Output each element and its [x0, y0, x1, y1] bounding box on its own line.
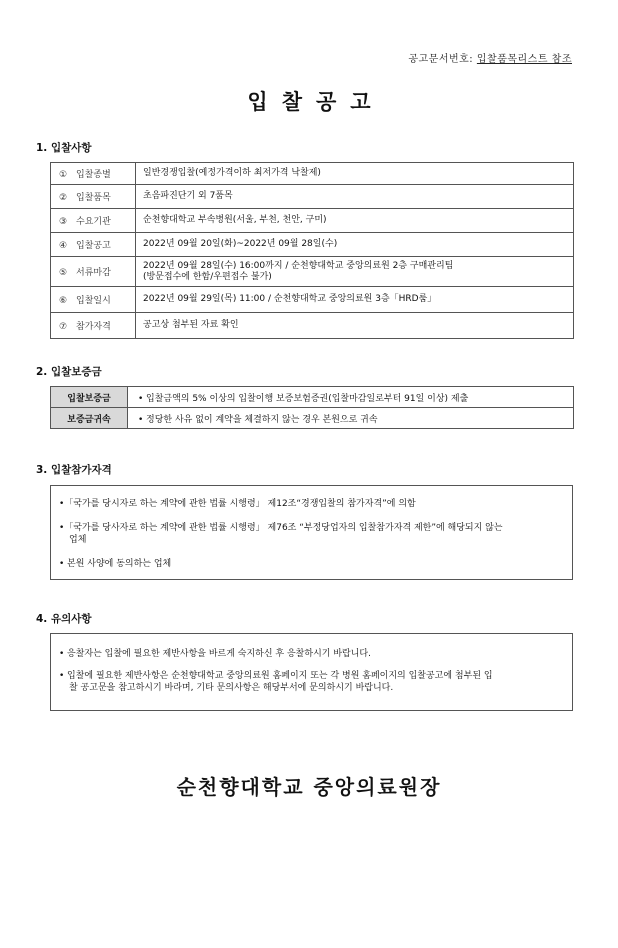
bid-info-table: [50, 162, 574, 339]
row-value: 공고상 첨부된 자료 확인: [136, 313, 574, 339]
section-title-qualifications: 3. 입찰참가자격: [36, 464, 112, 476]
row-key: 보증금귀속: [51, 408, 128, 429]
table-row: [51, 287, 574, 313]
list-item: •「국가를 당시자로 하는 계약에 관한 법률 시행령」 제12조“경쟁입찰의 참가자격”에 의함: [59, 499, 416, 509]
table-row: [51, 209, 574, 233]
document-number: [408, 50, 572, 65]
row-value-line: (방문접수에 한함/우편접수 불가): [143, 271, 272, 282]
deposit-table: [50, 386, 574, 429]
row-key: ⑥ 입찰일시: [51, 287, 136, 313]
table-row: [51, 387, 574, 408]
row-value: 일반경쟁입찰(예정가격이하 최저가격 낙찰제): [136, 163, 574, 185]
list-item: • 입찰에 필요한 제반사항은 순천향대학교 중앙의료원 홈페이지 또는 각 병원 홈페이지의 입찰공고에 첨부된 입 찰 공고문을 참고하시기 바라며, 기타 문의사항은 해당부서에 문의하시기 바랍니다.: [59, 671, 493, 693]
table-row: [51, 233, 574, 257]
table-row: [51, 313, 574, 339]
issuer-signature: 순천향대학교 중앙의료원장: [176, 775, 442, 799]
notes-box: [50, 633, 573, 711]
row-key: ① 입찰종별: [51, 163, 136, 185]
section-title-notes: 4. 유의사항: [36, 613, 92, 625]
row-value: [136, 257, 574, 287]
list-item: • 본원 사양에 동의하는 업체: [59, 559, 172, 569]
page-title: 입찰공고: [247, 90, 385, 114]
document-number-label: 공고문서번호:: [408, 54, 474, 65]
row-value: 2022년 09월 29일(목) 11:00 / 순천향대학교 중앙의료원 3층「HRD룸」: [136, 287, 574, 313]
table-row: [51, 408, 574, 429]
row-value: • 정당한 사유 없이 계약을 체결하지 않는 경우 본원으로 귀속: [128, 408, 574, 429]
list-item: • 응찰자는 입찰에 필요한 제반사항을 바르게 숙지하신 후 응찰하시기 바랍니다.: [59, 649, 371, 659]
row-key: ⑤ 서류마감: [51, 257, 136, 287]
table-row: [51, 257, 574, 287]
row-value: 2022년 09월 20일(화)~2022년 09월 28일(수): [136, 233, 574, 257]
row-key: ② 입찰품목: [51, 185, 136, 209]
section-title-bid-info: 1. 입찰사항: [36, 142, 92, 154]
document-number-value: 입찰품목리스트 참조: [476, 54, 572, 65]
table-row: [51, 163, 574, 185]
row-key: ③ 수요기관: [51, 209, 136, 233]
row-value: 초음파진단기 외 7품목: [136, 185, 574, 209]
row-value: • 입찰금액의 5% 이상의 입찰이행 보증보험증권(입찰마감일로부터 91일 이상) 제출: [128, 387, 574, 408]
qualifications-box: [50, 485, 573, 580]
row-key: ⑦ 참가자격: [51, 313, 136, 339]
row-value: 순천향대학교 부속병원(서울, 부천, 천안, 구미): [136, 209, 574, 233]
list-item: •「국가를 당사자로 하는 계약에 관한 법률 시행령」 제76조 “부정당업자의 입찰참가자격 제한”에 해당되지 않는 업체: [59, 523, 503, 545]
section-title-deposit: 2. 입찰보증금: [36, 366, 102, 378]
row-key: ④ 입찰공고: [51, 233, 136, 257]
row-value-line: 2022년 09월 28일(수) 16:00까지 / 순천향대학교 중앙의료원 2층 구매관리팀: [143, 260, 454, 271]
table-row: [51, 185, 574, 209]
row-key: 입찰보증금: [51, 387, 128, 408]
